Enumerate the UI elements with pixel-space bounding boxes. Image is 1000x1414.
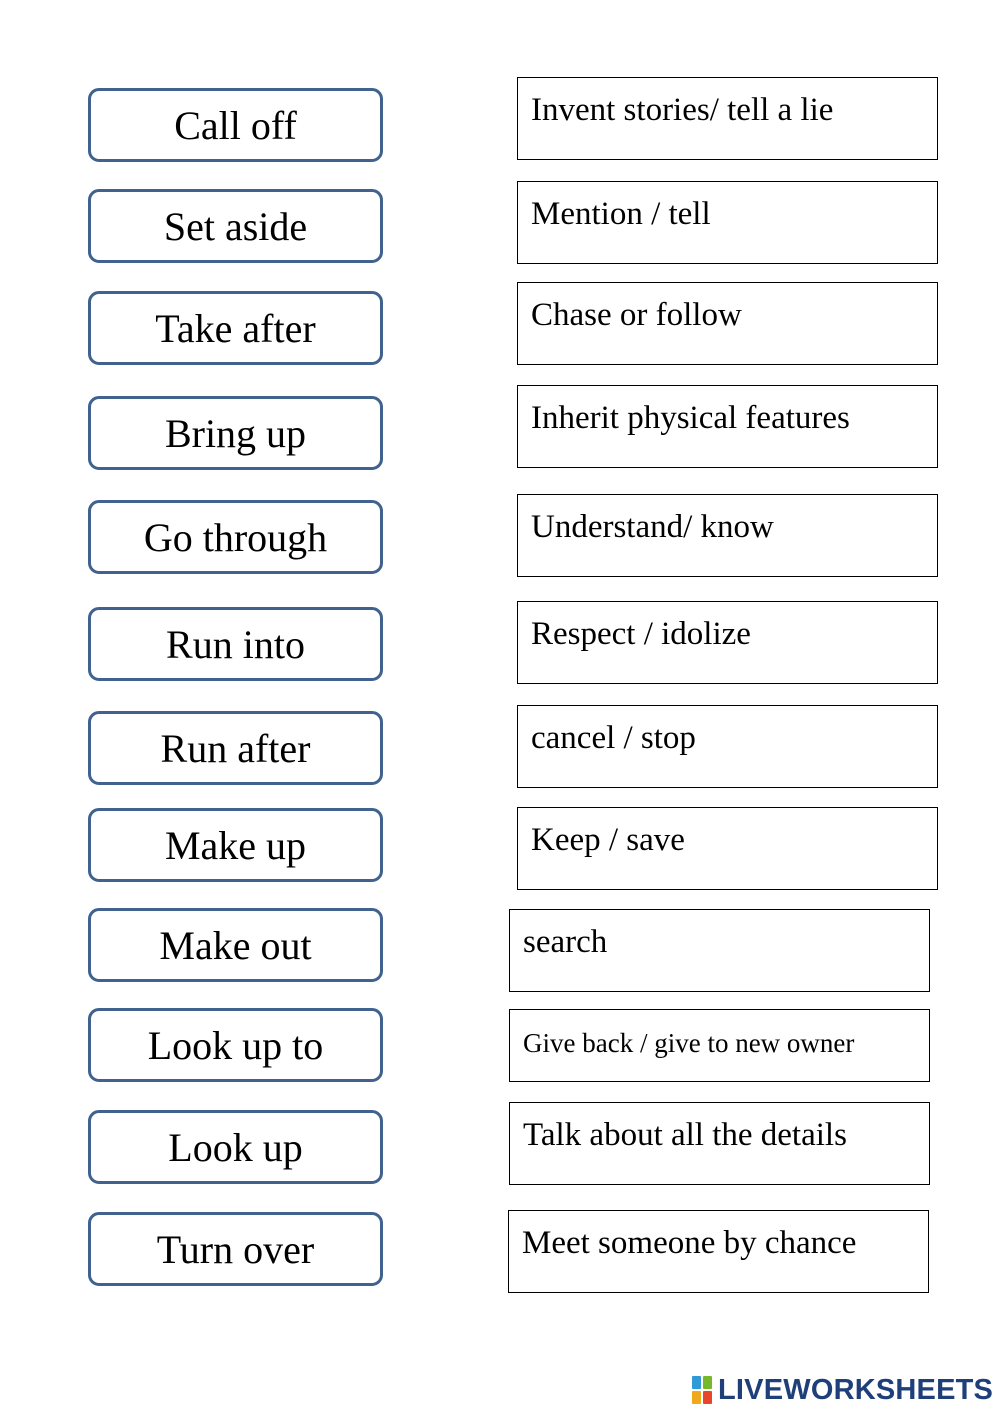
meaning-box-mention-tell[interactable]: Mention / tell <box>517 181 938 264</box>
liveworksheets-logo-icon <box>692 1376 714 1404</box>
phrasal-verb-take-after[interactable]: Take after <box>88 291 383 365</box>
phrasal-verb-bring-up[interactable]: Bring up <box>88 396 383 470</box>
meaning-box-meet-by-chance[interactable]: Meet someone by chance <box>508 1210 929 1293</box>
meaning-box-search[interactable]: search <box>509 909 930 992</box>
liveworksheets-brand <box>692 1372 993 1408</box>
meaning-box-understand-know[interactable]: Understand/ know <box>517 494 938 577</box>
phrasal-verb-look-up[interactable]: Look up <box>88 1110 383 1184</box>
phrasal-verb-go-through[interactable]: Go through <box>88 500 383 574</box>
meaning-box-cancel-stop[interactable]: cancel / stop <box>517 705 938 788</box>
meaning-box-invent-stories[interactable]: Invent stories/ tell a lie <box>517 77 938 160</box>
meaning-box-chase-or-follow[interactable]: Chase or follow <box>517 282 938 365</box>
phrasal-verb-look-up-to[interactable]: Look up to <box>88 1008 383 1082</box>
phrasal-verb-set-aside[interactable]: Set aside <box>88 189 383 263</box>
meaning-box-respect-idolize[interactable]: Respect / idolize <box>517 601 938 684</box>
brand-text: LIVEWORKSHEETS <box>718 1373 994 1406</box>
phrasal-verb-turn-over[interactable]: Turn over <box>88 1212 383 1286</box>
meaning-box-give-back[interactable]: Give back / give to new owner <box>509 1009 930 1082</box>
meaning-box-keep-save[interactable]: Keep / save <box>517 807 938 890</box>
phrasal-verb-run-after[interactable]: Run after <box>88 711 383 785</box>
phrasal-verb-make-up[interactable]: Make up <box>88 808 383 882</box>
phrasal-verb-call-off[interactable]: Call off <box>88 88 383 162</box>
phrasal-verb-make-out[interactable]: Make out <box>88 908 383 982</box>
phrasal-verb-run-into[interactable]: Run into <box>88 607 383 681</box>
meaning-box-inherit-physical-features[interactable]: Inherit physical features <box>517 385 938 468</box>
meaning-box-talk-about-details[interactable]: Talk about all the details <box>509 1102 930 1185</box>
